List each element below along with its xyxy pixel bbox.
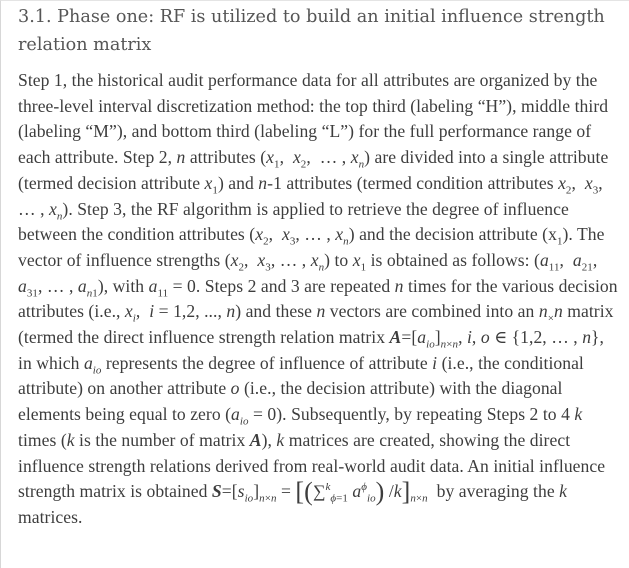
body-paragraph: Step 1, the historical audit performance data for all attributes are organized by the three-level interval discretization method: the top third (labeling “H”), middle third (labeling “M”), and bottom third (labeling “L”) for the full performance range of each attribute. Step 2, n attributes ($x_1$, $x_2$, … , $x_n$) are divided into a single attribute (termed decision attribute $x_1$) and n-1 attributes (termed condition attributes $x_2$, $x_3$, … , $x_n$). Step 3, the RF algorithm is applied to retrieve the degree of influence between the condition attributes ($x_2$, $x_3$, … , $x_n$) and the decision attribute $(x_1)$. The vector of influence strengths ($x_2$, $x_3$, … , $x_n$) to $x_1$ is obtained as follows: ($a_{11}$, $a_{21}$, $a_{31}$, … , $a_{n1}$), with $a_{11} = 0$. Steps 2 and 3 are repeated n times for the various decision attributes (i.e., $x_i$, i = 1,2, ..., n) and these n vectors are combined into an $n_\times n$ matrix (termed the direct influence strength relation matrix $A=[a_{io}]_{n\times n}$, i, o ∈ {1,2, … , n}, in which $a_{io}$ represents the degree of influence of attribute i (i.e., the conditional attribute) on another attribute o (i.e., the decision attribute) with the diagonal elements being equal to zero $(a_{io} = 0)$. Subsequently, by repeating Steps 2 to 4 k times (k is the number of matrix A), k matrices are created, showing the direct influence strength relations derived from real-world audit data. An initial influence strength matrix is obtained $S=[s_{io}]_{n\times n} = [(\sum^k_{\phi=1}$ $a^\phi_{io}$) $/k]_{n\times n}$ by averaging the k matrices. [18, 70, 618, 527]
section-heading: 3.1. Phase one: RF is utilized to build an initial influence strength relation matrix [18, 7, 605, 55]
